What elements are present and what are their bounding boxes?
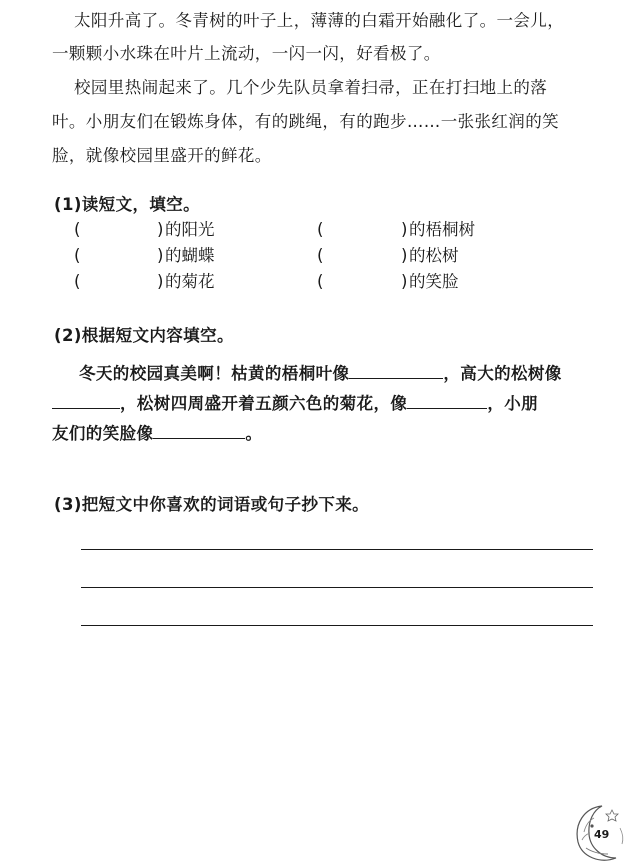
q1-row-2-left-text: 的蝴蝶 <box>165 246 215 265</box>
close-paren: ) <box>401 272 408 291</box>
q2-line-3-text-b: 。 <box>245 424 263 443</box>
passage-paragraph-2-line-3: 脸，就像校园里盛开的鲜花。 <box>52 146 272 165</box>
q1-row-3-right-text: 的笑脸 <box>409 272 459 291</box>
writing-line-3[interactable] <box>81 625 593 626</box>
answer-blank[interactable] <box>407 391 487 409</box>
q2-line-1-text-a: 冬天的校园真美啊！枯黄的梧桐叶像 <box>79 364 350 383</box>
passage-paragraph-2-line-1: 校园里热闹起来了。几个少先队员拿着扫帚，正在打扫地上的落 <box>74 78 548 97</box>
q2-line-2-text-b: ，小朋 <box>487 394 539 413</box>
question-3-title: (3)把短文中你喜欢的词语或句子抄下来。 <box>54 495 370 514</box>
question-1-title: (1)读短文，填空。 <box>54 195 201 214</box>
writing-line-2[interactable] <box>81 587 593 588</box>
close-paren: ) <box>401 246 408 265</box>
q2-line-3-text-a: 友们的笑脸像 <box>52 424 154 443</box>
q1-row-3-left-text: 的菊花 <box>165 272 215 291</box>
page-number: 49 <box>594 828 610 841</box>
writing-line-1[interactable] <box>81 549 593 550</box>
passage-paragraph-1-line-1: 太阳升高了。冬青树的叶子上，薄薄的白霜开始融化了。一会儿， <box>74 11 565 30</box>
q2-line-2-text-a: ，松树四周盛开着五颜六色的菊花，像 <box>120 394 408 413</box>
open-paren: ( <box>74 272 81 291</box>
q1-row-1-left-text: 的阳光 <box>165 220 215 239</box>
close-paren: ) <box>157 272 164 291</box>
answer-blank[interactable] <box>153 421 245 439</box>
close-paren: ) <box>157 246 164 265</box>
q1-row-1-right-text: 的梧桐树 <box>409 220 475 239</box>
open-paren: ( <box>74 246 81 265</box>
open-paren: ( <box>74 220 81 239</box>
q2-line-1-text-b: ，高大的松树像 <box>443 364 562 383</box>
q2-sentence-line-3 <box>52 421 262 445</box>
q2-sentence-line-1 <box>79 361 562 385</box>
open-paren: ( <box>317 220 324 239</box>
q2-sentence-line-2 <box>52 391 538 415</box>
question-2-title: (2)根据短文内容填空。 <box>54 326 234 345</box>
open-paren: ( <box>317 246 324 265</box>
passage-paragraph-1-line-2: 一颗颗小水珠在叶片上流动，一闪一闪，好看极了。 <box>52 44 441 63</box>
close-paren: ) <box>401 220 408 239</box>
open-paren: ( <box>317 272 324 291</box>
answer-blank[interactable] <box>349 361 443 379</box>
q1-row-2-right-text: 的松树 <box>409 246 459 265</box>
answer-blank[interactable] <box>52 391 120 409</box>
passage-paragraph-2-line-2: 叶。小朋友们在锻炼身体，有的跳绳，有的跑步……一张张红润的笑 <box>52 112 559 131</box>
close-paren: ) <box>157 220 164 239</box>
